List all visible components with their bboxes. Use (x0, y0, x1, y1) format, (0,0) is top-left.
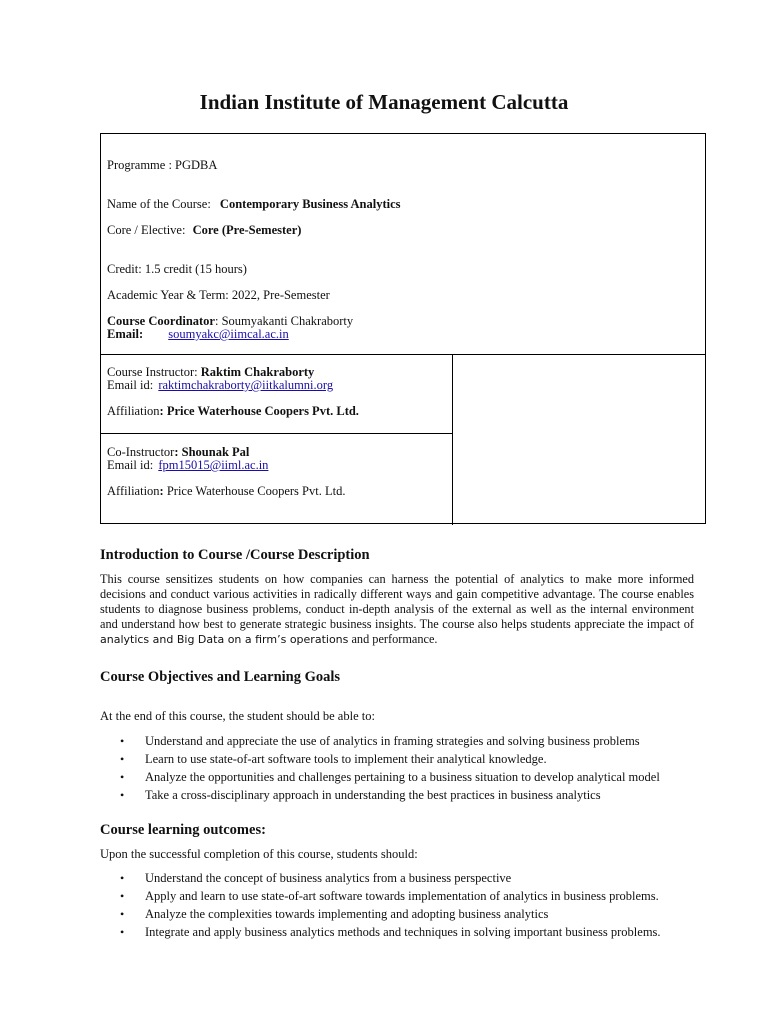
coordinator-name: : Soumyakanti Chakraborty (214, 314, 354, 328)
instructor-email-line (107, 378, 333, 392)
co-instructor-affiliation-label: Affiliation (107, 484, 160, 498)
co-instructor-affiliation-value: Price Waterhouse Coopers Pvt. Ltd. (163, 484, 346, 498)
list-item (100, 750, 660, 768)
co-instructor-email-line (107, 458, 268, 472)
bullet-icon: • (120, 907, 125, 921)
course-name-label: Name of the Course: (107, 197, 211, 211)
outcomes-intro: Upon the successful completion of this course, students should: (100, 847, 418, 861)
list-item (100, 869, 661, 887)
instructor-affiliation-value: : Price Waterhouse Coopers Pvt. Ltd. (159, 404, 359, 418)
bullet-icon: • (120, 925, 125, 939)
instructor-divider (101, 433, 453, 434)
bullet-icon: • (120, 889, 125, 903)
instructor-affiliation-label: Affiliation (107, 404, 160, 418)
list-item-text: Understand and appreciate the use of analytics in framing strategies and solving business problems (145, 734, 640, 748)
objectives-heading: Course Objectives and Learning Goals (100, 669, 341, 685)
bullet-icon: • (120, 734, 125, 748)
core-elective-label: Core / Elective: (107, 223, 186, 237)
list-item-text: Take a cross-disciplinary approach in understanding the best practices in business analytics (145, 788, 601, 802)
list-item (100, 905, 661, 923)
list-item-text: Learn to use state-of-art software tools to implement their analytical knowledge. (145, 752, 547, 766)
table-divider (101, 354, 705, 355)
bullet-icon: • (120, 752, 125, 766)
list-item-text: Analyze the opportunities and challenges pertaining to a business situation to develop analytical model (145, 770, 660, 784)
credit-line: Credit: 1.5 credit (15 hours) (107, 262, 247, 276)
co-instructor-email-label: Email id: (107, 458, 157, 472)
coordinator-line (107, 314, 353, 328)
outcomes-list (100, 869, 661, 941)
outcomes-heading: Course learning outcomes: (100, 822, 266, 838)
list-item-text: Understand the concept of business analytics from a business perspective (145, 871, 512, 885)
co-instructor-label: Co-Instructor (107, 445, 175, 459)
table-column-divider (452, 354, 453, 525)
coordinator-label: Course Coordinator (107, 314, 215, 328)
instructor-email-label: Email id: (107, 378, 157, 392)
term-line: Academic Year & Term: 2022, Pre-Semester (107, 288, 330, 302)
core-elective-line (107, 223, 301, 237)
list-item (100, 923, 661, 941)
page-title: Indian Institute of Management Calcutta (199, 90, 569, 114)
objectives-list (100, 732, 660, 804)
instructor-line (107, 365, 314, 379)
coordinator-email-label: Email: (107, 327, 144, 341)
list-item (100, 887, 661, 905)
coordinator-email-line (107, 327, 289, 341)
coordinator-email-link[interactable]: soumyakc@iimcal.ac.in (168, 327, 289, 341)
instructor-label: Course Instructor: (107, 365, 201, 379)
list-item (100, 732, 660, 750)
list-item-text: Analyze the complexities towards implementing and adopting business analytics (145, 907, 549, 921)
course-name-line (107, 197, 401, 211)
intro-paragraph (100, 572, 694, 647)
list-item (100, 768, 660, 786)
course-name-value: Contemporary Business Analytics (219, 197, 401, 211)
intro-body-tail: and performance. (348, 632, 438, 646)
instructor-name: Raktim Chakraborty (200, 365, 315, 379)
instructor-affiliation-line (107, 404, 359, 418)
intro-body: This course sensitizes students on how companies can harness the potential of analytics to make more informed decisions and conduct various activities in radically different ways and gain competitive advantage. The course enables students to diagnose business problems, conduct in-depth analysis of the external as well as the internal environment and understand how best to generate strategic business insights. The course also helps students appreciate the impact of (100, 572, 694, 631)
list-item-text: Integrate and apply business analytics methods and techniques in solving important business problems. (145, 925, 661, 939)
programme-line: Programme : PGDBA (107, 158, 218, 172)
co-instructor-line (107, 445, 249, 459)
core-elective-value: Core (Pre-Semester) (192, 223, 302, 237)
instructor-email-link[interactable]: raktimchakraborty@iitkalumni.org (158, 378, 334, 392)
co-instructor-affiliation-line (107, 484, 345, 498)
bullet-icon: • (120, 871, 125, 885)
list-item (100, 786, 660, 804)
intro-heading: Introduction to Course /Course Description (100, 547, 370, 563)
list-item-text: Apply and learn to use state-of-art software towards implementation of analytics in business problems. (145, 889, 659, 903)
bullet-icon: • (120, 770, 125, 784)
intro-body-sans: analytics and Big Data on a firm’s operations (100, 633, 349, 646)
bullet-icon: • (120, 788, 125, 802)
co-instructor-affiliation-colon: : (159, 484, 164, 498)
course-info-table (100, 133, 706, 524)
co-instructor-email-link[interactable]: fpm15015@iiml.ac.in (158, 458, 269, 472)
co-instructor-name: : Shounak Pal (174, 445, 250, 459)
objectives-intro: At the end of this course, the student should be able to: (100, 709, 375, 723)
